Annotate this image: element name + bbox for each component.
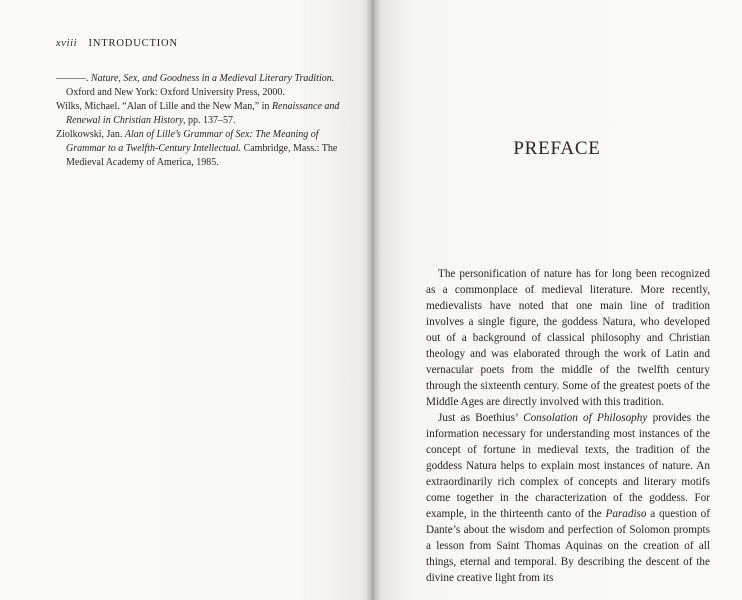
- paragraph: The personification of nature has for long been recognized as a commonplace of medieval literature. More recently, medievalists have noted that one main line of tradition involves a single figure, the goddess Natura, who developed out of a background of classical philosophy and Christian theology and was elaborated through the work of Latin and vernacular poets from the middle of the twelfth century through the sixteenth century. Some of the greatest poets of the Middle Ages are directly involved with this tradition.: [426, 268, 710, 408]
- text-run: a question of Dante’s about the wisdom and perfection of Solomon prompts a lesson from Saint Thomas Aquinas on the creation of all things, eternal and temporal. By describing the descent of the divine creative light from its: [426, 508, 710, 584]
- bibliography-entry: [56, 100, 348, 128]
- body-text: [426, 266, 710, 586]
- entry-title: Renaissance and Renewal in Christian History,: [66, 101, 340, 126]
- entry-author: Wilks, Michael. “Alan of Lille and the New Man,” in: [56, 101, 272, 112]
- bibliography-entry: [56, 128, 348, 170]
- page-number: xviii: [56, 38, 78, 49]
- entry-publication: Cambridge, Mass.: The Medieval Academy of America, 1985.: [66, 143, 338, 168]
- book-gutter: [366, 0, 380, 600]
- bibliography: [56, 72, 348, 170]
- text-run: Just as Boethius’: [438, 412, 524, 424]
- bibliography-entry: [56, 72, 348, 100]
- entry-publication: pp. 137–57.: [185, 115, 236, 126]
- entry-title: Alan of Lille’s Grammar of Sex: The Meaning of Grammar to a Twelfth-Century Intellectual.: [66, 129, 319, 154]
- entry-author: ———.: [56, 73, 91, 84]
- paragraph: [426, 410, 710, 586]
- text-run: provides the information necessary for understanding most instances of the concept of fortune in medieval texts, the tradition of the goddess Natura helps to explain most instances of nature. An extraordinarily rich complex of concepts and literary motifs come together in the characterization of the goddess. For example, in the thirteenth canto of the: [426, 412, 710, 520]
- entry-publication: Oxford and New York: Oxford University Press, 2000.: [66, 87, 285, 98]
- entry-author: Ziolkowski, Jan.: [56, 129, 125, 140]
- chapter-title: PREFACE: [513, 138, 601, 159]
- section-title: INTRODUCTION: [88, 38, 178, 49]
- italic-title: Consolation of Philosophy: [523, 412, 648, 424]
- entry-title: Nature, Sex, and Goodness in a Medieval Literary Tradition.: [91, 73, 335, 84]
- italic-title: Paradiso: [605, 508, 647, 520]
- running-head: [56, 38, 178, 49]
